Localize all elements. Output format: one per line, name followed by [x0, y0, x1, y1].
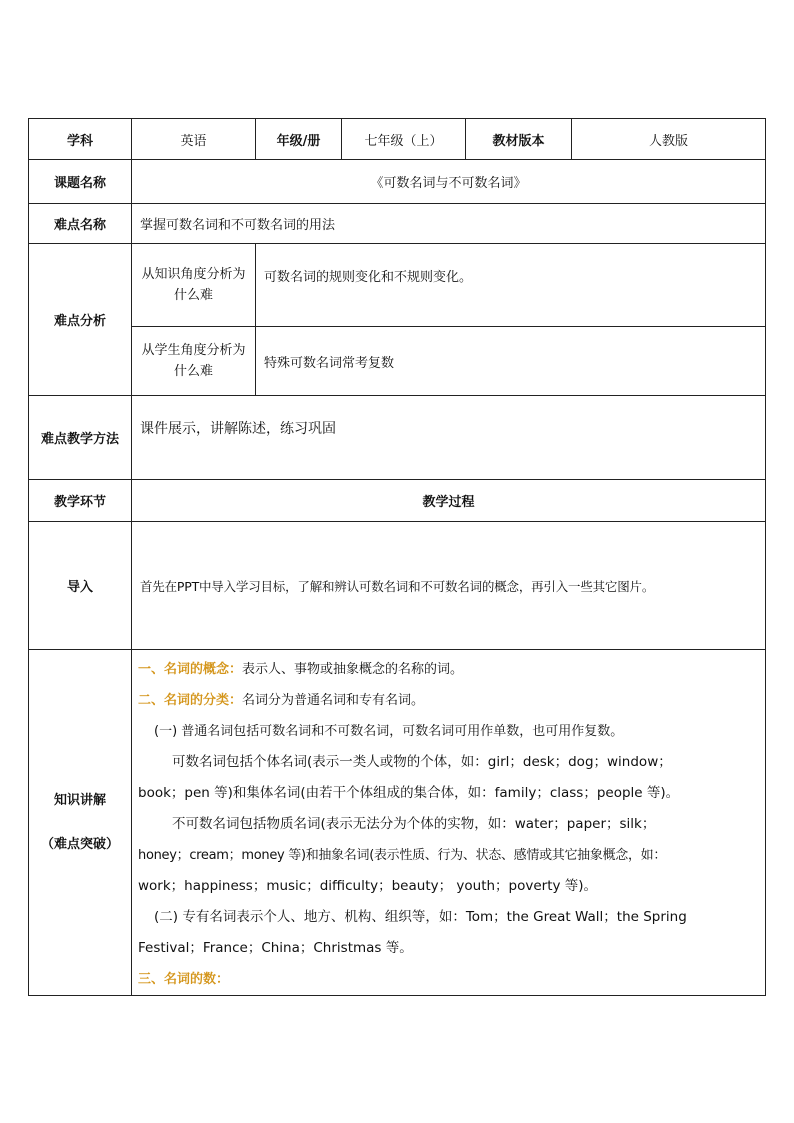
countable-line-1: 可数名词包括个体名词(表示一类人或物的个体，如：girl；desk；dog；window； [172, 754, 672, 770]
proper-noun-line-1: (二) 专有名词表示个人、地方、机构、组织等，如：Tom；the Great Wall；the Spring [154, 909, 687, 925]
classification-text: 名词分为普通名词和专有名词。 [242, 693, 425, 708]
analysis-row-knowledge [29, 244, 766, 327]
classification-paragraph [138, 685, 759, 716]
stage-header: 教学环节 [29, 480, 132, 522]
method-row [29, 396, 766, 480]
uncountable-line-2: honey；cream；money 等)和抽象名词(表示性质、行为、状态、感情或其它抽象概念，如： [138, 848, 667, 863]
process-header-row [29, 480, 766, 522]
difficulty-label: 难点名称 [29, 204, 132, 244]
knowledge-label-cell [29, 650, 132, 996]
proper-noun-line-2: Festival；France；China；Christmas 等。 [138, 940, 413, 956]
common-noun-paragraph: (一) 普通名词包括可数名词和不可数名词，可数名词可用作单数，也可用作复数。 [154, 724, 624, 739]
method-value: 课件展示，讲解陈述，练习巩固 [132, 396, 766, 480]
knowledge-angle-value: 可数名词的规则变化和不规则变化。 [256, 244, 766, 327]
intro-value: 首先在PPT中导入学习目标，了解和辨认可数名词和不可数名词的概念，再引入一些其它图片。 [132, 522, 766, 650]
intro-row [29, 522, 766, 650]
difficulty-value: 掌握可数名词和不可数名词的用法 [132, 204, 766, 244]
uncountable-line-3: work；happiness；music；difficulty；beauty； youth；poverty 等)。 [138, 878, 598, 894]
lesson-row [29, 160, 766, 204]
concept-text: 表示人、事物或抽象概念的名称的词。 [242, 662, 464, 677]
difficulty-row [29, 204, 766, 244]
lesson-plan-table [28, 118, 766, 996]
concept-heading: 一、名词的概念： [138, 662, 243, 677]
concept-paragraph [138, 654, 759, 685]
info-row [29, 119, 766, 160]
subject-label: 学科 [29, 119, 132, 160]
intro-label: 导入 [29, 522, 132, 650]
student-angle-label: 从学生角度分析为什么难 [132, 327, 256, 396]
lesson-label: 课题名称 [29, 160, 132, 204]
analysis-row-student [29, 327, 766, 396]
knowledge-sublabel: （难点突破） [40, 836, 119, 852]
student-angle-value: 特殊可数名词常考复数 [256, 327, 766, 396]
textbook-value: 人教版 [572, 119, 766, 160]
number-paragraph [138, 964, 759, 995]
knowledge-content [132, 650, 766, 996]
lesson-title: 《可数名词与不可数名词》 [132, 160, 766, 204]
analysis-label: 难点分析 [29, 244, 132, 396]
knowledge-row [29, 650, 766, 996]
process-header: 教学过程 [132, 480, 766, 522]
countable-line-2: book；pen 等)和集体名词(由若干个体组成的集合体，如：family；class；people 等)。 [138, 785, 680, 801]
subject-value: 英语 [132, 119, 256, 160]
classification-heading: 二、名词的分类： [138, 693, 243, 708]
uncountable-line-1: 不可数名词包括物质名词(表示无法分为个体的实物，如：water；paper；silk； [172, 816, 656, 832]
textbook-label: 教材版本 [466, 119, 572, 160]
method-label: 难点教学方法 [29, 396, 132, 480]
number-heading: 三、名词的数： [138, 972, 230, 987]
knowledge-angle-label: 从知识角度分析为什么难 [132, 244, 256, 327]
grade-label: 年级/册 [256, 119, 342, 160]
grade-value: 七年级（上） [342, 119, 466, 160]
knowledge-label: 知识讲解 [53, 792, 106, 808]
